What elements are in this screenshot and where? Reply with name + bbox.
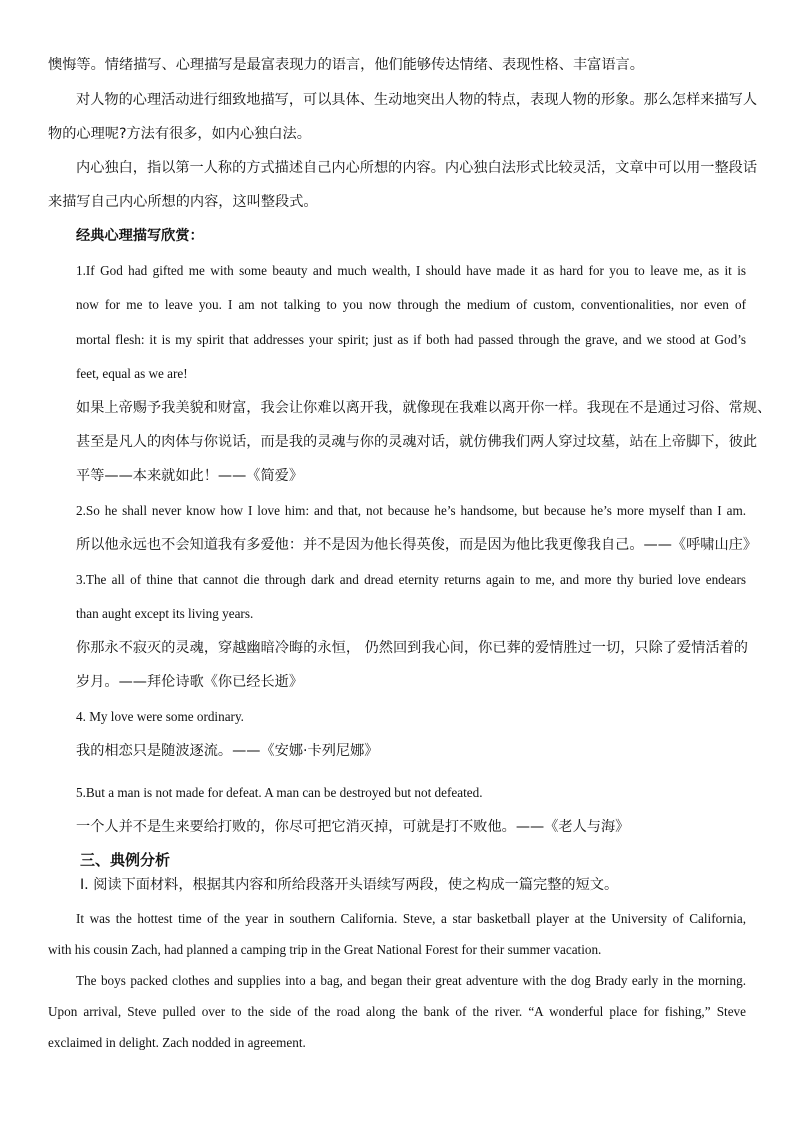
example-5-english: 5.But a man is not made for defeat. A man can be destroyed but not defeated.	[76, 785, 483, 800]
example-1-english-line-3: mortal flesh: it is my spirit that addresses your spirit; just as if both had passed through the grave, and we stood at God’s	[76, 332, 746, 347]
method-paragraph-line-2: 物的心理呢?方法有很多，如内心独白法。	[48, 126, 311, 142]
example-3-chinese-line-1: 你那永不寂灭的灵魂，穿越幽暗冷晦的永恒， 仍然回到我心间，你已葬的爱情胜过一切，只除了爱情活着的	[76, 640, 748, 656]
section-3-heading: 三、典例分析	[80, 851, 171, 869]
example-1-english-line-4: feet, equal as we are!	[76, 366, 188, 381]
example-4-chinese: 我的相恋只是随波逐流。——《安娜·卡列尼娜》	[76, 743, 379, 759]
monologue-paragraph-line-1: 内心独白，指以第一人称的方式描述自己内心所想的内容。内心独白法形式比较灵活，文章中可以用一整段话	[76, 160, 758, 176]
example-1-english-line-2: now for me to leave you. I am not talking to you now through the medium of custom, conventionalities, nor even of	[76, 297, 746, 312]
example-3-english-line-2: than aught except its living years.	[76, 606, 254, 621]
story-paragraph-2-line-1: The boys packed clothes and supplies into a bag, and began their great adventure with the dog Brady early in the morning.	[76, 973, 746, 988]
example-3-chinese-line-2: 岁月。——拜伦诗歌《你已经长逝》	[76, 674, 304, 690]
example-1-chinese-line-1: 如果上帝赐予我美貌和财富，我会让你难以离开我，就像现在我难以离开你一样。我现在不是通过习俗、常规、	[76, 400, 772, 416]
task-instruction: Ⅰ. 阅读下面材料，根据其内容和所给段落开头语续写两段，使之构成一篇完整的短文。	[80, 877, 619, 893]
example-2-english: 2.So he shall never know how I love him: and that, not because he’s handsome, but because he’s more myself than I am.	[76, 503, 746, 518]
example-3-english-line-1: 3.The all of thine that cannot die through dark and dread eternity returns again to me, and more thy buried love endears	[76, 572, 746, 587]
story-paragraph-1-line-1: It was the hottest time of the year in southern California. Steve, a star basketball player at the University of California,	[76, 911, 746, 926]
story-paragraph-2-line-3: exclaimed in delight. Zach nodded in agreement.	[48, 1035, 306, 1050]
classic-examples-heading: 经典心理描写欣赏：	[76, 228, 204, 244]
method-paragraph-line-1: 对人物的心理活动进行细致地描写，可以具体、生动地突出人物的特点，表现人物的形象。那么怎样来描写人	[76, 92, 758, 108]
example-4-english: 4. My love were some ordinary.	[76, 709, 244, 724]
example-5-chinese: 一个人并不是生来要给打败的，你尽可把它消灭掉，可就是打不败他。——《老人与海》	[76, 819, 630, 835]
example-1-english-line-1: 1.If God had gifted me with some beauty and much wealth, I should have made it as hard for you to leave me, as it is	[76, 263, 746, 278]
example-2-chinese: 所以他永远也不会知道我有多爱他：并不是因为他长得英俊，而是因为他比我更像我自己。——《呼啸山庄》	[76, 537, 758, 553]
example-1-chinese-line-2: 甚至是凡人的肉体与你说话，而是我的灵魂与你的灵魂对话，就仿佛我们两人穿过坟墓，站在上帝脚下，彼此	[76, 434, 758, 450]
story-paragraph-2-line-2: Upon arrival, Steve pulled over to the side of the road along the bank of the river. “A wonderful place for fishing,” Steve	[48, 1004, 746, 1019]
monologue-paragraph-line-2: 来描写自己内心所想的内容，这叫整段式。	[48, 194, 318, 210]
story-paragraph-1-line-2: with his cousin Zach, had planned a camping trip in the Great National Forest for their summer vacation.	[48, 942, 602, 957]
intro-paragraph-tail: 懊悔等。情绪描写、心理描写是最富表现力的语言，他们能够传达情绪、表现性格、丰富语言。	[48, 57, 644, 73]
example-1-chinese-line-3: 平等——本来就如此！——《简爱》	[76, 468, 304, 484]
